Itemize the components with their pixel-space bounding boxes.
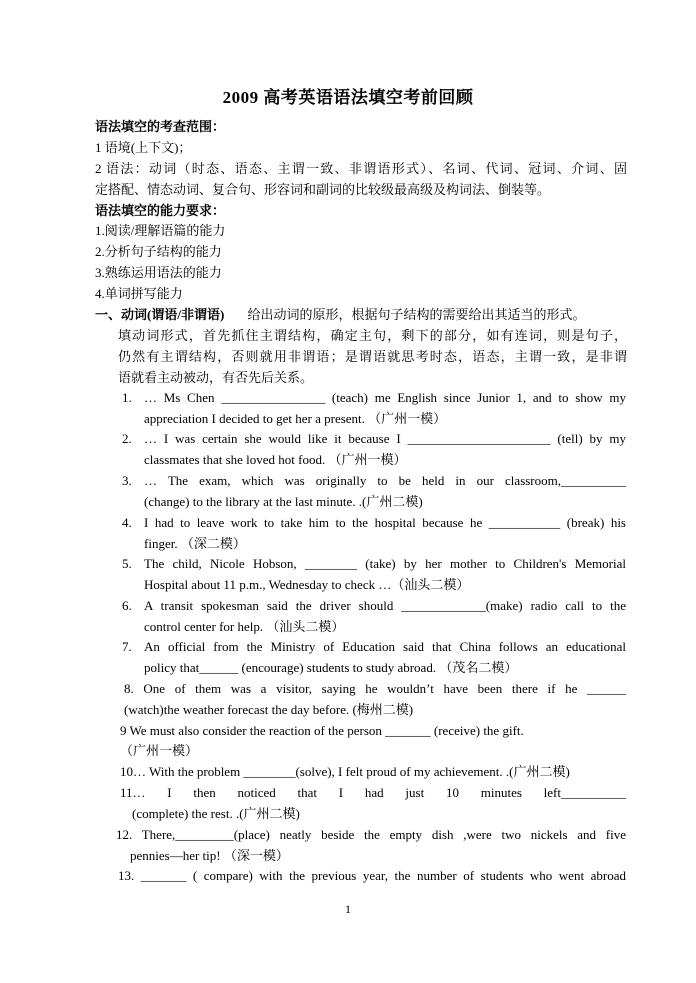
- scope-item-2-line1: 2 语法：动词（时态、语态、主谓一致、非谓语形式）、名词、代词、冠词、介词、固: [95, 161, 627, 176]
- question-8-line2: (watch)the weather forecast the day before. (梅州二模): [124, 702, 414, 717]
- question-1-number: 1.: [122, 390, 132, 405]
- question-6-line2: control center for help. （汕头二模）: [144, 619, 345, 634]
- question-1-line1: … Ms Chen ________________ (teach) me English since Junior 1, and to show my: [144, 390, 626, 405]
- question-8-line1: 8. One of them was a visitor, saying he wouldn’t have been there if he ______: [124, 681, 626, 696]
- question-11-line2: (complete) the rest. .(广州二模): [132, 806, 300, 821]
- question-2-line2: classmates that she loved hot food. （广州一模）: [144, 452, 407, 467]
- ability-heading: 语法填空的能力要求：: [95, 203, 226, 218]
- scope-item-2-line2: 定搭配、情态动词、复合句、形容词和副词的比较级最高级及构词法、倒装等。: [95, 182, 551, 197]
- section-1-paragraph-line2: 仍然有主谓结构，否则就用非谓语；是谓语就思考时态，语态，主谓一致，是非谓: [118, 349, 627, 364]
- question-7-line2: policy that______ (encourage) students to study abroad. （茂名二模）: [144, 660, 518, 675]
- question-5-number: 5.: [122, 556, 132, 571]
- ability-item-3: 3.熟练运用语法的能力: [95, 265, 222, 280]
- question-12-line1: 12. There,_________(place) neatly beside the empty dish ,were two nickels and five: [116, 827, 626, 842]
- section-1-label: 一、动词(谓语/非谓语): [95, 307, 225, 322]
- question-7-line1: An official from the Ministry of Education said that China follows an educational: [144, 639, 626, 654]
- question-6-number: 6.: [122, 598, 132, 613]
- question-3-number: 3.: [122, 473, 132, 488]
- question-12-line2: pennies—her tip! （深一模）: [130, 848, 289, 863]
- ability-item-1: 1.阅读/理解语篇的能力: [95, 223, 226, 238]
- section-1-intro: 给出动词的原形，根据句子结构的需要给出其适当的形式。: [247, 307, 586, 322]
- question-5-line1: The child, Nicole Hobson, ________ (take) by her mother to Children's Memorial: [144, 556, 626, 571]
- question-4-line2: finger. （深二模）: [144, 536, 246, 551]
- question-9-line1: 9 We must also consider the reaction of the person _______ (receive) the gift.: [120, 723, 524, 738]
- question-5-line2: Hospital about 11 p.m., Wednesday to check …（汕头二模）: [144, 577, 470, 592]
- question-2-line1: … I was certain she would like it because I ______________________ (tell) by my: [144, 431, 626, 446]
- question-7-number: 7.: [122, 639, 132, 654]
- question-13-line1: 13. _______ ( compare) with the previous year, the number of students who went abroad: [118, 868, 626, 883]
- section-1-heading-line: [95, 305, 627, 325]
- question-6-line1: A transit spokesman said the driver should _____________(make) radio call to the: [144, 598, 626, 613]
- scope-heading: 语法填空的考查范围：: [95, 119, 226, 134]
- question-10-line1: 10… With the problem ________(solve), I felt proud of my achievement. .(广州二模): [120, 764, 570, 779]
- ability-item-2: 2.分析句子结构的能力: [95, 244, 222, 259]
- question-3-line1: … The exam, which was originally to be held in our classroom,__________: [144, 473, 626, 488]
- question-1-line2: appreciation I decided to get her a present. （广州一模）: [144, 411, 447, 426]
- page-title: 2009 高考英语语法填空考前回顾: [222, 88, 474, 107]
- question-9-line2: （广州一模）: [120, 743, 199, 758]
- scope-item-1: 1 语境(上下文)；: [95, 140, 192, 155]
- page-number: 1: [345, 902, 351, 916]
- section-1-paragraph-line1: 填动词形式，首先抓住主谓结构，确定主句，剩下的部分，如有连词，则是句子，: [118, 328, 627, 343]
- question-2-number: 2.: [122, 431, 132, 446]
- question-3-line2: (change) to the library at the last minute. .(广州二模): [144, 494, 423, 509]
- question-11-line1: 11… I then noticed that I had just 10 minutes left__________: [120, 785, 626, 800]
- section-1-paragraph-line3: 语就看主动被动，有否先后关系。: [118, 370, 314, 385]
- question-4-line1: I had to leave work to take him to the hospital because he ___________ (break) his: [144, 515, 626, 530]
- question-4-number: 4.: [122, 515, 132, 530]
- ability-item-4: 4.单词拼写能力: [95, 286, 183, 301]
